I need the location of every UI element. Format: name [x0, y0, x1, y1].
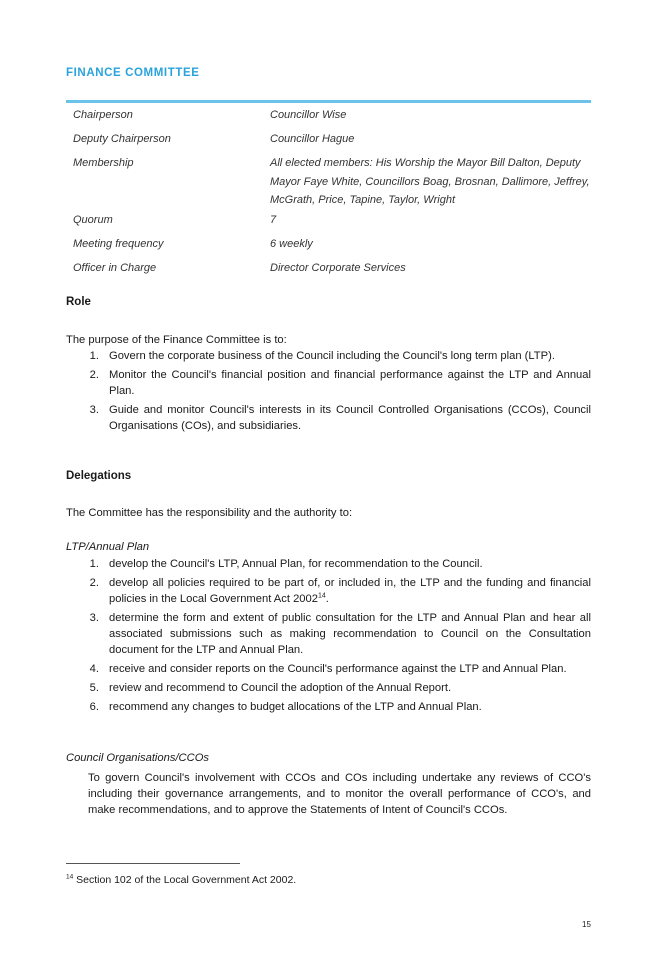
table-row — [66, 235, 591, 259]
item-number: 1. — [89, 350, 99, 362]
table-row — [66, 259, 591, 283]
item-number: 3. — [89, 612, 99, 624]
item-text: receive and consider reports on the Council's performance against the LTP and Annual Plan. — [109, 663, 567, 675]
row-label: Deputy Chairperson — [73, 133, 171, 145]
item-number: 1. — [89, 558, 99, 570]
row-label: Quorum — [73, 214, 113, 226]
footnote — [66, 874, 296, 886]
item-text: recommend any changes to budget allocations of the LTP and Annual Plan. — [109, 701, 482, 713]
delegations-heading: Delegations — [66, 470, 132, 482]
list-item — [66, 610, 591, 658]
row-value: 7 — [270, 214, 277, 226]
item-number: 6. — [89, 701, 99, 713]
row-label: Membership — [73, 157, 134, 169]
row-label: Chairperson — [73, 109, 133, 121]
delegations-list — [66, 556, 591, 718]
cco-subheading: Council Organisations/CCOs — [66, 752, 210, 764]
item-number: 2. — [89, 369, 99, 381]
role-intro: The purpose of the Finance Committee is to: — [66, 334, 287, 346]
list-item — [66, 661, 591, 677]
item-text: develop the Council's LTP, Annual Plan, for recommendation to the Council. — [109, 558, 483, 570]
table-row — [66, 106, 591, 130]
list-item — [66, 680, 591, 696]
footnote-rule — [66, 863, 240, 864]
page-number: 15 — [582, 920, 591, 929]
row-value: Councillor Wise — [270, 109, 347, 121]
footnote-text: Section 102 of the Local Government Act 2002. — [73, 874, 297, 886]
list-item — [66, 575, 591, 607]
row-value: All elected members: His Worship the Mayor Bill Dalton, Deputy Mayor Faye White, Councillors Boag, Brosnan, Dallimore, Jeffrey, McGrath, Price, Tapine, Taylor, Wright — [270, 157, 590, 206]
item-number: 5. — [89, 682, 99, 694]
list-item — [66, 367, 591, 399]
role-heading: Role — [66, 296, 91, 308]
row-value: Director Corporate Services — [270, 262, 406, 274]
item-number: 4. — [89, 663, 99, 675]
table-row — [66, 211, 591, 235]
table-row — [66, 154, 591, 211]
item-text: determine the form and extent of public consultation for the LTP and Annual Plan and hear all associated submissions such as making recommendation to Council on the Consultation document for the LTP and Annual Plan. — [109, 612, 591, 656]
footnote-number: 14 — [66, 873, 74, 881]
footnote-ref[interactable]: 14 — [317, 592, 326, 600]
list-item — [66, 556, 591, 572]
item-text-end: . — [325, 593, 329, 605]
item-number: 2. — [89, 577, 99, 589]
item-number: 3. — [89, 404, 99, 416]
row-label: Officer in Charge — [73, 262, 157, 274]
delegations-intro: The Committee has the responsibility and the authority to: — [66, 507, 353, 519]
row-value: Councillor Hague — [270, 133, 355, 145]
item-text: Govern the corporate business of the Council including the Council's long term plan (LTP). — [109, 350, 555, 362]
ltp-subheading: LTP/Annual Plan — [66, 541, 150, 553]
item-text: review and recommend to Council the adoption of the Annual Report. — [109, 682, 452, 694]
row-value: 6 weekly — [270, 238, 313, 250]
role-list — [66, 348, 591, 437]
row-label: Meeting frequency — [73, 238, 164, 250]
item-text: Monitor the Council's financial position and financial performance against the LTP and Annual Plan. — [109, 369, 591, 397]
page-title: FINANCE COMMITTEE — [66, 67, 200, 79]
item-text: develop all policies required to be part of, or included in, the LTP and the funding and financial policies in the Local Government Act 2002 — [109, 577, 591, 605]
title-rule — [66, 100, 591, 103]
committee-info-table — [66, 106, 591, 283]
list-item — [66, 348, 591, 364]
table-row — [66, 130, 591, 154]
cco-paragraph: To govern Council's involvement with CCOs and COs including undertake any reviews of CCO's including their governance arrangements, and to monitor the overall performance of CCO's, and make recommendations, and to approve the Statements of Intent of Council's CCOs. — [88, 772, 591, 816]
list-item — [66, 402, 591, 434]
item-text: Guide and monitor Council's interests in its Council Controlled Organisations (CCOs), Council Organisations (COs), and subsidiaries. — [109, 404, 591, 432]
list-item — [66, 699, 591, 715]
